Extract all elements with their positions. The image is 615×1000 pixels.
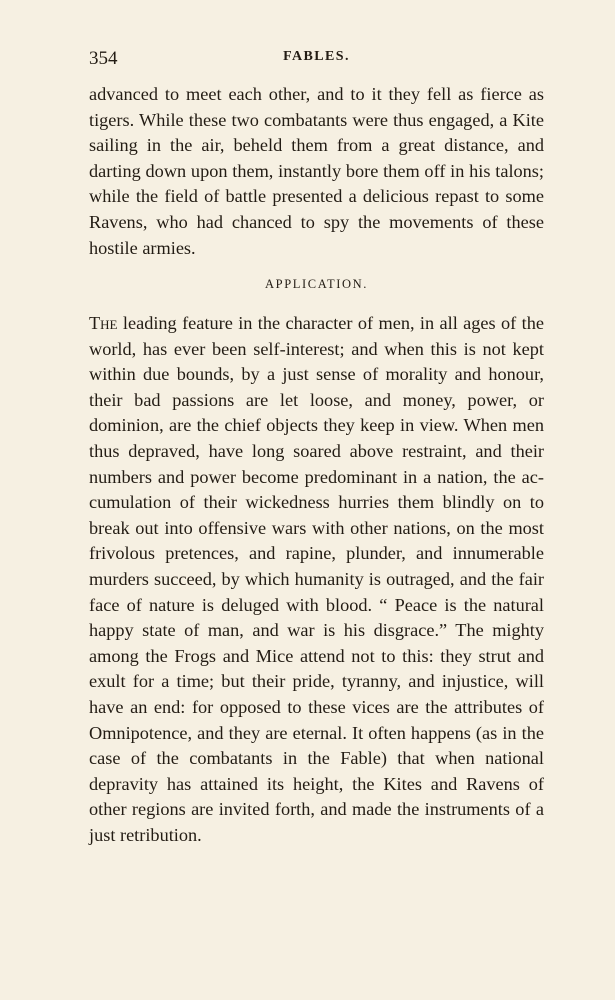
running-title: FABLES.: [283, 49, 350, 64]
page-number: 354: [89, 48, 118, 69]
page-header: [89, 48, 544, 72]
application-text: leading feature in the character of men, in all ages of the world, has ever been self-interest; and when this is not kept within due bounds, by a just sense of morality and honour, their bad passions are let loose, and money, power, or dominion, are the chief objects they keep in view. When men thus depraved, have long soared above restraint, and their numbers and power become predominant in a nation, the accumulation of their wickedness hurries them blindly on to break out into offensive wars with other nations, on the most frivolous pretences, and rapine, plunder, and innumerable murders succeed, by which humanity is outraged, and the fair face of nature is deluged with blood. “ Peace is the natural happy state of man, and war is his disgrace.” The mighty among the Frogs and Mice attend not to this: they strut and exult for a time; but their pride, tyranny, and injustice, will have an end: for opposed to these vices are the attributes of Omnipotence, and they are eternal. It often happens (as in the case of the combatants in the Fable) that when national depravity has attained its height, the Kites and Ravens of other regions are invited forth, and made the instruments of a just retribution.: [89, 313, 544, 845]
application-paragraph: [89, 311, 544, 848]
fable-paragraph: advanced to meet each other, and to it they fell as fierce as tigers. While these two combatants were thus engaged, a Kite sailing in the air, beheld them from a great distance, and darting down upon them, instantly bore them off in his talons; while the field of battle presented a delicious repast to some Ravens, who had chanced to spy the movements of these hostile armies.: [89, 84, 544, 258]
application-heading: APPLICATION.: [265, 277, 368, 291]
lead-word: The: [89, 313, 118, 333]
